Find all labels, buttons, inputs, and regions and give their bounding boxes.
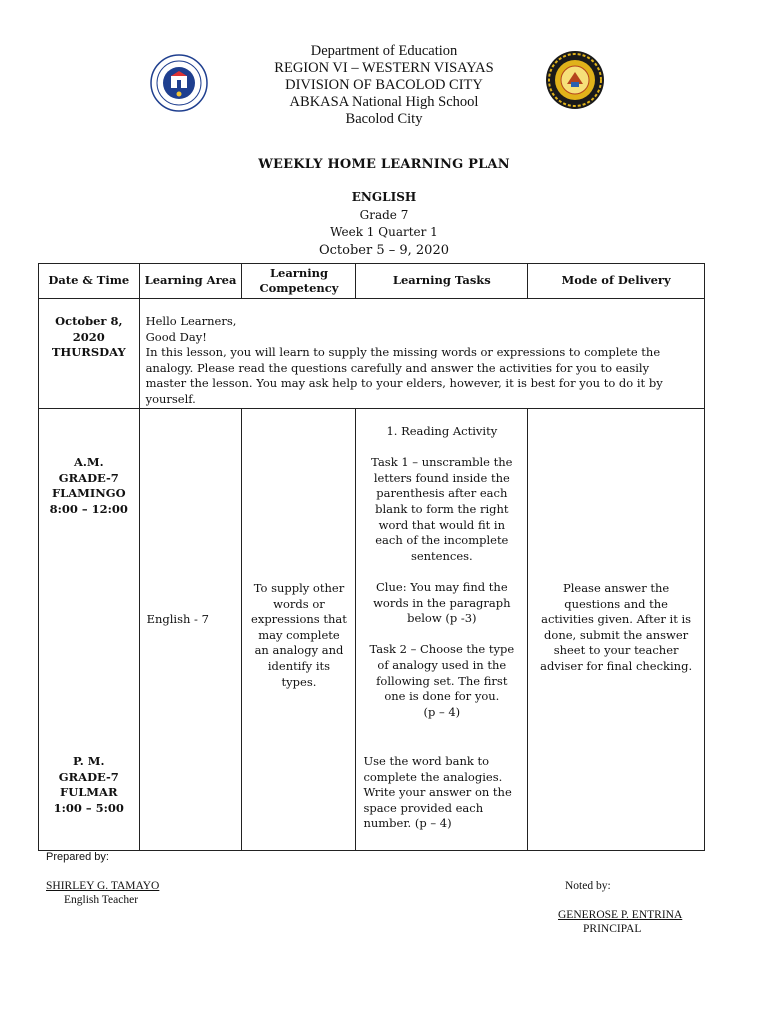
pm-label: P. M. <box>73 754 105 768</box>
task2-line: (p – 4) <box>423 704 461 719</box>
page-title: WEEKLY HOME LEARNING PLAN <box>258 157 510 172</box>
clue-line: Clue: You may find the <box>376 579 508 594</box>
tasks-cell <box>356 409 528 851</box>
table-row <box>39 299 705 409</box>
intro-line: Good Day! <box>145 329 207 344</box>
table-row <box>39 409 705 851</box>
table-header-row <box>39 264 705 299</box>
competency-line: types. <box>281 674 317 689</box>
competency-text <box>242 581 355 690</box>
task2-line: following set. The first <box>376 673 508 688</box>
pm-grade: GRADE-7 <box>58 769 119 784</box>
column-header: Mode of Delivery <box>528 264 705 299</box>
pm-section: FULMAR <box>60 785 118 800</box>
delivery-line: sheet to your teacher <box>553 643 679 658</box>
delivery-line: activities given. After it is <box>541 612 692 627</box>
am-grade: GRADE-7 <box>58 470 119 485</box>
competency-line: may complete <box>258 627 340 642</box>
task2-line: Task 2 – Choose the type <box>369 642 515 657</box>
intro-line: In this lesson, you will learn to supply the missing words or expressions to complete the <box>145 345 661 360</box>
teacher-role: English Teacher <box>64 894 139 906</box>
task-heading: 1. Reading Activity <box>386 424 498 438</box>
competency-line: words or <box>273 596 325 611</box>
task1-line: blank to form the right <box>375 501 509 516</box>
task1-line: sentences. <box>410 548 473 563</box>
pm-task-line: number. (p – 4) <box>363 816 452 831</box>
session-cell <box>39 409 140 851</box>
competency-line: expressions that <box>251 612 347 627</box>
pm-time: 1:00 – 5:00 <box>53 800 124 815</box>
clue-line: below (p -3) <box>407 611 477 626</box>
intro-line: yourself. <box>145 391 196 406</box>
competency-line: identify its <box>267 658 331 673</box>
plan-subtitle <box>0 189 768 259</box>
header-school: ABKASA National High School <box>289 94 479 110</box>
column-header: Learning Competency <box>242 264 356 299</box>
intro-line: Hello Learners, <box>145 314 237 328</box>
learning-area: English - 7 <box>146 612 209 626</box>
prepared-by-label: Prepared by: <box>46 851 109 863</box>
teacher-name: SHIRLEY G. TAMAYO <box>46 880 160 892</box>
column-header: Learning Tasks <box>356 264 528 299</box>
subject: ENGLISH <box>351 190 417 204</box>
intro-line: master the lesson. You may ask help to your elders, however, it is best for you to do it by <box>145 376 663 391</box>
learning-plan-table <box>38 263 705 851</box>
delivery-cell <box>528 409 705 851</box>
header-city: Bacolod City <box>345 111 423 127</box>
clue-line: words in the paragraph <box>373 595 511 610</box>
task1-line: each of the incomplete <box>375 533 509 548</box>
intro-day: THURSDAY <box>51 345 126 360</box>
tasks-pm <box>363 754 525 832</box>
intro-date-cell <box>39 299 140 409</box>
tasks-am <box>356 424 527 720</box>
intro-line: analogy. Please read the questions carefully and answer the activities for you to easily <box>145 360 650 375</box>
competency-cell <box>242 409 356 851</box>
pm-task-line: Write your answer on the <box>363 785 512 800</box>
noted-by-label: Noted by: <box>565 880 611 892</box>
am-time: 8:00 – 12:00 <box>49 501 128 516</box>
principal-name: GENEROSE P. ENTRINA <box>558 909 683 921</box>
pm-task-line: space provided each <box>363 800 484 815</box>
competency-line: an analogy and <box>254 643 344 658</box>
task1-line: parenthesis after each <box>376 486 508 501</box>
task1-line: Task 1 – unscramble the <box>371 455 513 470</box>
competency-line: To supply other <box>253 581 345 595</box>
header-region: REGION VI – WESTERN VISAYAS <box>274 60 494 76</box>
column-header: Date & Time <box>39 264 140 299</box>
intro-year: 2020 <box>72 329 105 344</box>
delivery-line: adviser for final checking. <box>540 658 693 673</box>
week: Week 1 Quarter 1 <box>330 225 438 240</box>
pm-task-line: complete the analogies. <box>363 769 503 784</box>
task1-line: letters found inside the <box>373 470 510 485</box>
principal-role: PRINCIPAL <box>583 923 642 935</box>
task2-line: one is done for you. <box>384 689 500 704</box>
delivery-line: questions and the <box>564 596 668 611</box>
intro-date: October 8, <box>55 314 123 328</box>
date-range: October 5 – 9, 2020 <box>318 242 449 258</box>
am-label: A.M. <box>73 455 104 469</box>
delivery-line: Please answer the <box>562 581 670 595</box>
school-header <box>0 43 768 128</box>
delivery-text <box>528 581 704 675</box>
task2-line: of analogy used in the <box>377 657 507 672</box>
pm-session <box>39 754 139 816</box>
header-department: Department of Education <box>310 43 458 59</box>
pm-task-line: Use the word bank to <box>363 754 490 768</box>
intro-message-cell <box>139 299 704 409</box>
task1-line: word that would fit in <box>378 517 505 532</box>
learning-area-cell <box>139 409 242 851</box>
grade: Grade 7 <box>359 207 409 222</box>
am-session <box>39 455 139 517</box>
am-section: FLAMINGO <box>51 486 126 501</box>
header-division: DIVISION OF BACOLOD CITY <box>285 77 483 93</box>
delivery-line: done, submit the answer <box>544 627 689 642</box>
column-header: Learning Area <box>139 264 242 299</box>
